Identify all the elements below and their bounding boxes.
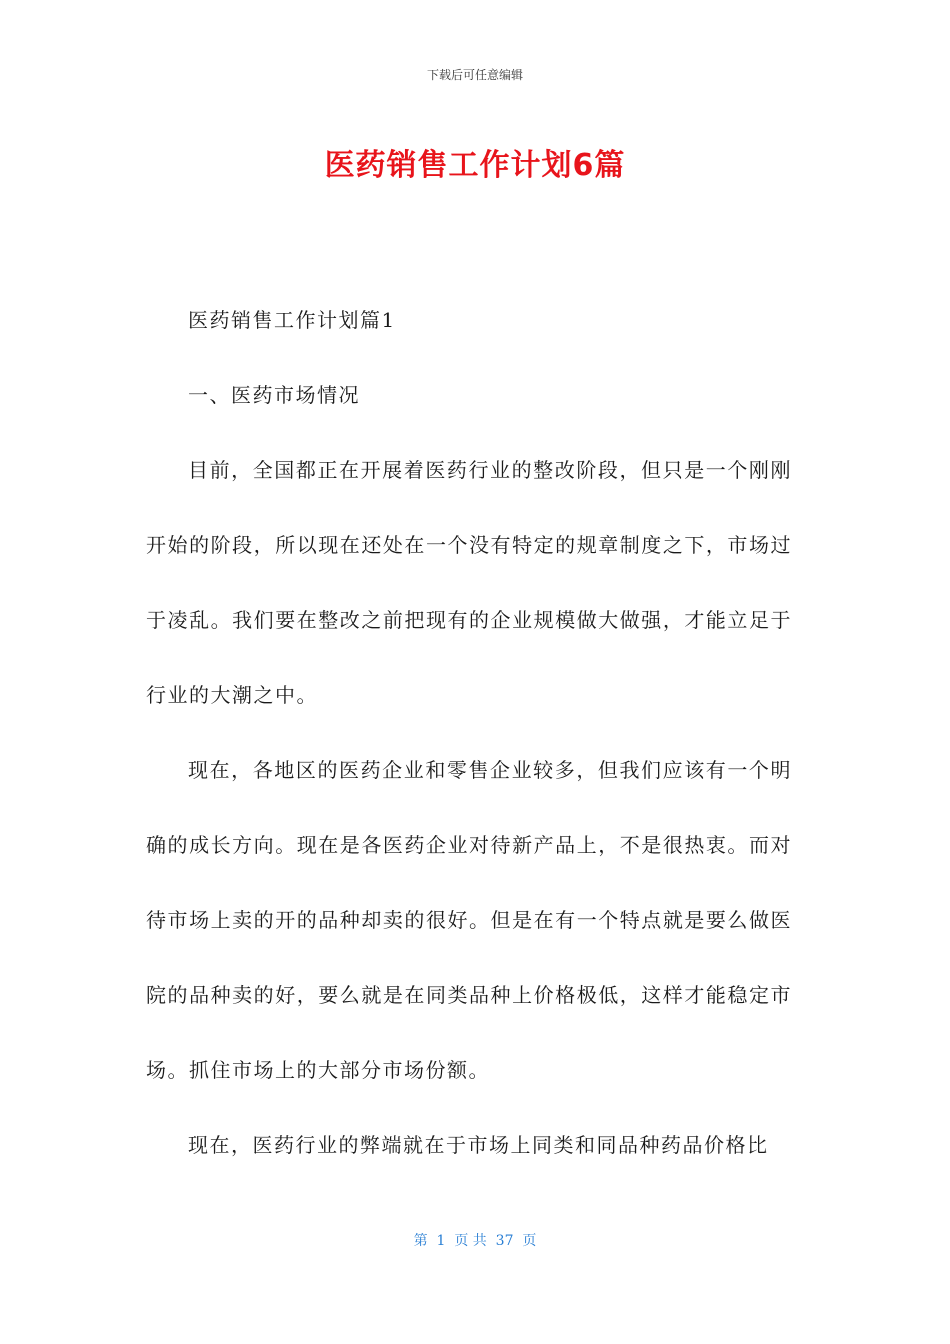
document-body bbox=[146, 283, 792, 1183]
subsection-heading: 一、医药市场情况 bbox=[188, 383, 360, 407]
page-header-note: 下载后可任意编辑 bbox=[426, 68, 523, 82]
body-paragraph: 现在，医药行业的弊端就在于市场上同类和同品种药品价格比 bbox=[188, 1133, 769, 1157]
page-number-footer: 第 1 页 共 37 页 bbox=[413, 1233, 537, 1249]
body-paragraph: 现在，各地区的医药企业和零售企业较多，但我们应该有一个明确的成长方向。现在是各医药企业对待新产品上，不是很热衷。而对待市场上卖的开的品种却卖的很好。但是在有一个特点就是要么做医院的品种卖的好，要么就是在同类品种上价格极低，这样才能稳定市场。抓住市场上的大部分市场份额。 bbox=[146, 758, 792, 1082]
body-paragraph: 目前，全国都正在开展着医药行业的整改阶段，但只是一个刚刚开始的阶段，所以现在还处在一个没有特定的规章制度之下，市场过于凌乱。我们要在整改之前把现有的企业规模做大做强，才能立足于行业的大潮之中。 bbox=[146, 458, 792, 707]
document-title: 医药销售工作计划6篇 bbox=[324, 148, 626, 183]
section-heading: 医药销售工作计划篇1 bbox=[188, 308, 396, 332]
